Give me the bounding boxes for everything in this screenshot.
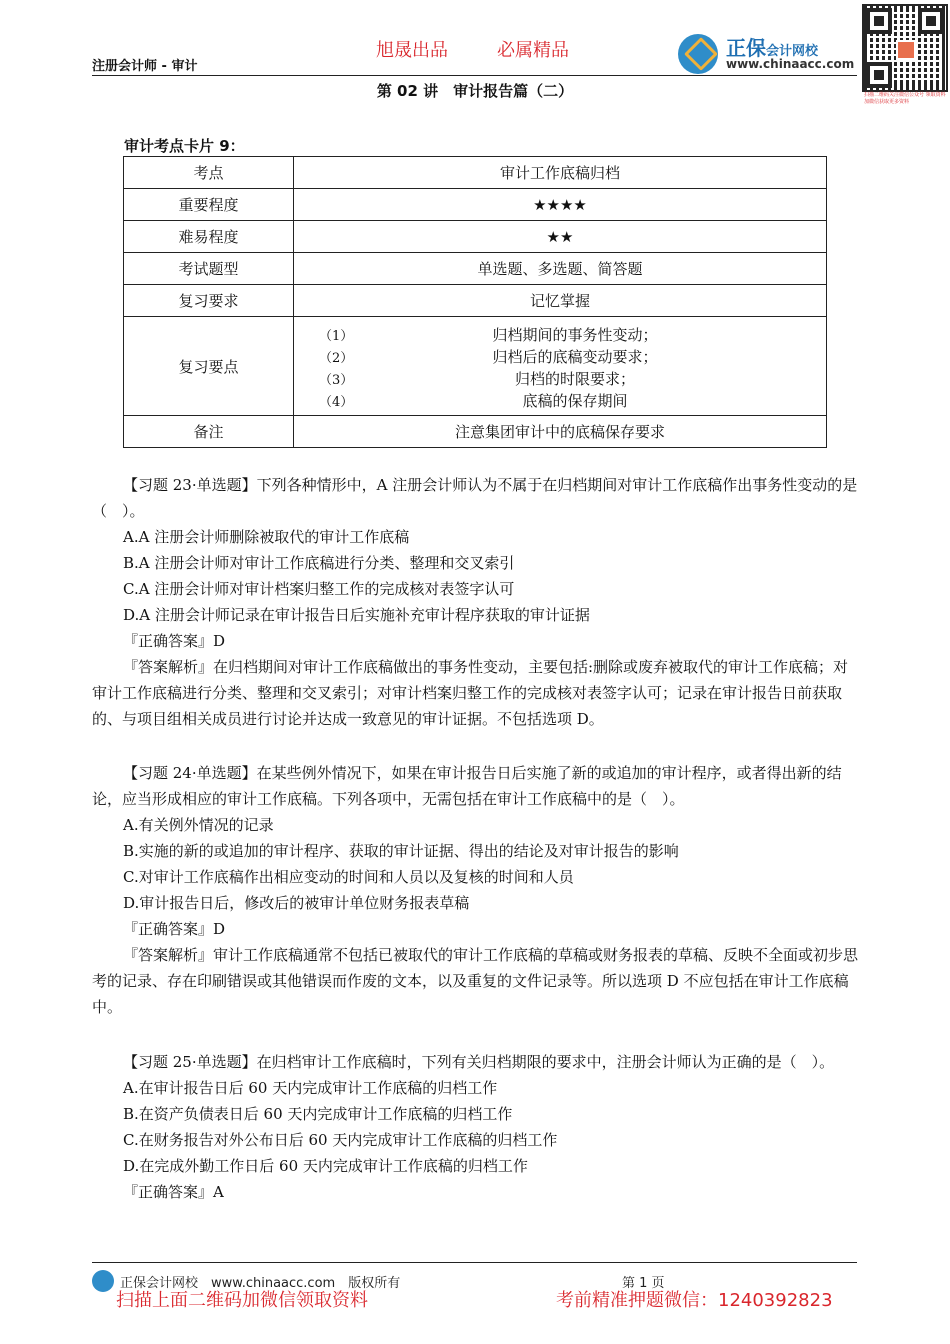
logo-tag: 会计网校 — [766, 44, 819, 59]
question-stem: 【习题 23·单选题】下列各种情形中，A 注册会计师认为不属于在归档期间对审计工作底稿作出事务性变动的是（ ）。 — [92, 476, 858, 520]
knowledge-card-table — [123, 156, 827, 448]
card-value: 记忆掌握 — [294, 285, 827, 317]
promo-left: 旭晟出品 — [376, 40, 448, 61]
table-row — [124, 416, 827, 448]
promo-bottom-right: 考前精准押题微信：1240392823 — [556, 1290, 833, 1311]
promo-bottom-left: 扫描上面二维码加微信领取资料 — [116, 1290, 368, 1311]
review-points — [294, 317, 827, 416]
option: C.在财务报告对外公布日后 60 天内完成审计工作底稿的归档工作 — [123, 1131, 558, 1149]
list-item: （1） 归档期间的事务性变动； — [319, 325, 658, 344]
option: D.A 注册会计师记录在审计报告日后实施补充审计程序获取的审计证据 — [123, 606, 590, 624]
page-number: 第 1 页 — [622, 1276, 665, 1291]
logo-emblem-icon — [678, 34, 718, 74]
card-value: 注意集团审计中的底稿保存要求 — [294, 416, 827, 448]
chinaacc-logo — [678, 30, 858, 76]
page-title: 第 02 讲 审计报告篇（二） — [376, 82, 574, 100]
qr-note: 扫描二维码关注微信公众号 领取资料 加微信获取更多资料 — [864, 92, 946, 105]
question-stem: 【习题 25·单选题】在归档审计工作底稿时，下列有关归档期限的要求中，注册会计师认为正确的是（ ）。 — [123, 1053, 835, 1071]
card-key: 考试题型 — [124, 253, 294, 285]
correct-answer: 『正确答案』D — [123, 920, 226, 938]
importance-stars: ★★★★ — [294, 189, 827, 221]
question-23 — [92, 472, 860, 732]
footer-copyright: 正保会计网校 www.chinaacc.com 版权所有 — [120, 1276, 401, 1291]
qr-code-icon — [862, 4, 948, 92]
promo-right: 必属精品 — [497, 40, 569, 61]
correct-answer: 『正确答案』D — [123, 632, 226, 650]
option: B.A 注册会计师对审计工作底稿进行分类、整理和交叉索引 — [123, 554, 515, 572]
card-key: 重要程度 — [124, 189, 294, 221]
header-divider — [92, 75, 857, 76]
option: C.对审计工作底稿作出相应变动的时间和人员以及复核的时间和人员 — [123, 868, 574, 886]
answer-analysis: 『答案解析』在归档期间对审计工作底稿做出的事务性变动，主要包括:删除或废弃被取代的审计工作底稿；对审计工作底稿进行分类、整理和交叉索引；对审计档案归整工作的完成核对表签字认可；记录在审计报告日前获取的、与项目组相关成员进行讨论并达成一致意见的审计证据。不包括选项 D。 — [92, 658, 849, 728]
table-row — [124, 253, 827, 285]
logo-url: www.chinaacc.com — [726, 57, 855, 71]
option: A.A 注册会计师删除被取代的审计工作底稿 — [123, 528, 410, 546]
option: A.在审计报告日后 60 天内完成审计工作底稿的归档工作 — [123, 1079, 498, 1097]
option: B.在资产负债表日后 60 天内完成审计工作底稿的归档工作 — [123, 1105, 513, 1123]
table-row — [124, 285, 827, 317]
question-25 — [92, 1049, 860, 1205]
table-row — [124, 317, 827, 416]
table-row — [124, 189, 827, 221]
list-item: （4） 底稿的保存期间 — [319, 391, 628, 410]
question-24 — [92, 760, 860, 1020]
option: A.有关例外情况的记录 — [123, 816, 274, 834]
difficulty-stars: ★★ — [294, 221, 827, 253]
logo-name: 正保 — [726, 36, 766, 60]
card-value: 单选题、多选题、简答题 — [294, 253, 827, 285]
option: B.实施的新的或追加的审计程序、获取的审计证据、得出的结论及对审计报告的影响 — [123, 842, 679, 860]
card-key: 复习要求 — [124, 285, 294, 317]
card-label: 审计考点卡片 9： — [124, 137, 245, 155]
option: D.审计报告日后，修改后的被审计单位财务报表草稿 — [123, 894, 470, 912]
question-stem: 【习题 24·单选题】在某些例外情况下，如果在审计报告日后实施了新的或追加的审计程序，或者得出新的结论，应当形成相应的审计工作底稿。下列各项中，无需包括在审计工作底稿中的是（ ）。 — [92, 764, 842, 808]
card-key: 难易程度 — [124, 221, 294, 253]
header-subject: 注册会计师 - 审计 — [92, 59, 198, 74]
option: D.在完成外勤工作日后 60 天内完成审计工作底稿的归档工作 — [123, 1157, 528, 1175]
card-key: 考点 — [124, 157, 294, 189]
footer-logo-icon — [92, 1270, 114, 1292]
card-key: 备注 — [124, 416, 294, 448]
correct-answer: 『正确答案』A — [123, 1183, 224, 1201]
card-value: 审计工作底稿归档 — [294, 157, 827, 189]
table-row — [124, 157, 827, 189]
option: C.A 注册会计师对审计档案归整工作的完成核对表签字认可 — [123, 580, 515, 598]
list-item: （3） 归档的时限要求； — [319, 369, 635, 388]
list-item: （2） 归档后的底稿变动要求； — [319, 347, 658, 366]
answer-analysis: 『答案解析』审计工作底稿通常不包括已被取代的审计工作底稿的草稿或财务报表的草稿、反映不全面或初步思考的记录、存在印刷错误或其他错误而作废的文本，以及重复的文件记录等。所以选项 D 不应包括在审计工作底稿中。 — [92, 946, 859, 1016]
card-key: 复习要点 — [124, 317, 294, 416]
footer-divider — [92, 1262, 857, 1263]
table-row — [124, 221, 827, 253]
